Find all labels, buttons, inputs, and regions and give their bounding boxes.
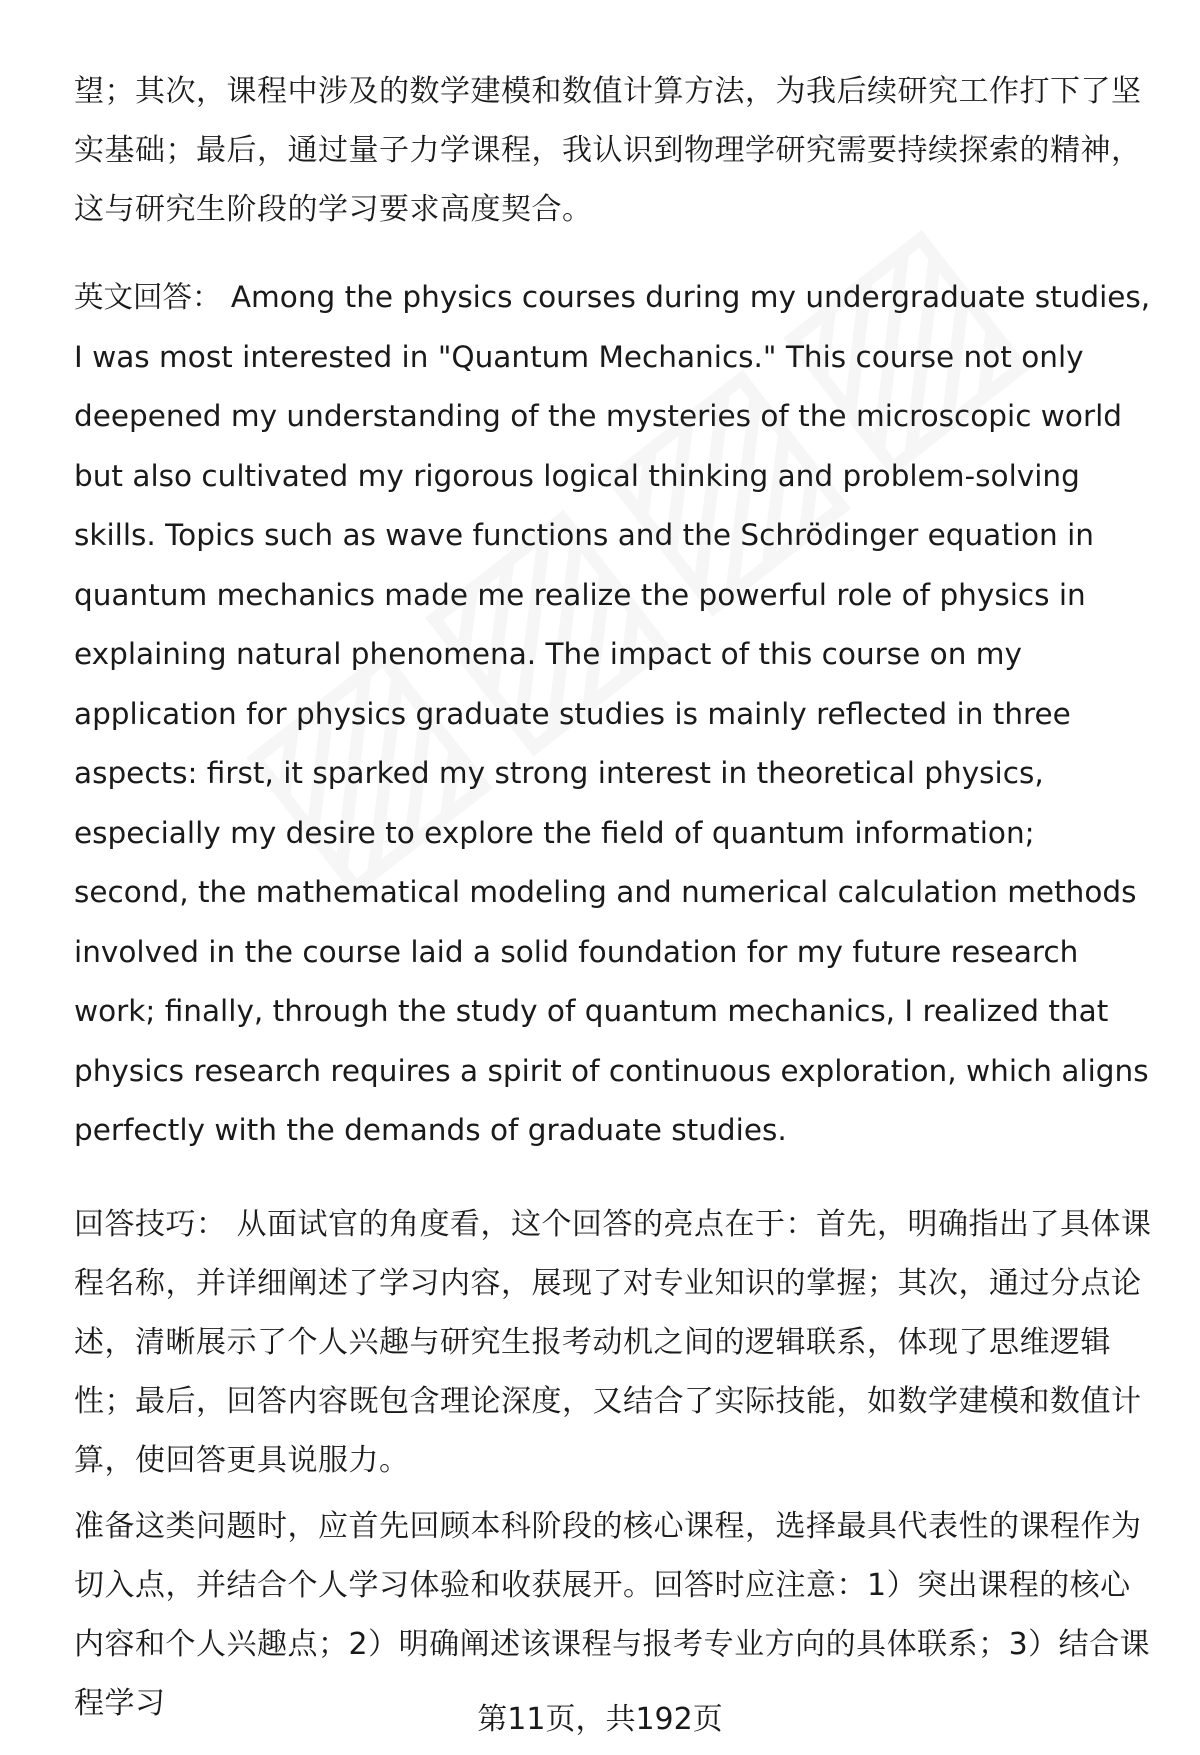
paragraph-answer-tips xyxy=(74,1195,1154,1490)
paragraph-preparation xyxy=(74,1497,1154,1733)
paragraph-text: 回答技巧： 从面试官的角度看，这个回答的亮点在于：首先，明确指出了具体课程名称，并详细阐述了学习内容，展现了对专业知识的掌握；其次，通过分点论述，清晰展示了个人兴趣与研究生报考动机之间的逻辑联系，体现了思维逻辑性；最后，回答内容既包含理论深度，又结合了实际技能，如数学建模和数值计算，使回答更具说服力。 xyxy=(74,1207,1152,1478)
paragraph-english-answer xyxy=(74,268,1154,1161)
page-number-footer: 第11页，共192页 xyxy=(477,1702,723,1737)
paragraph-text: 英文回答： Among the physics courses during my undergraduate studies, I was most interested in "Quantum Mechanics." This course not only deepened my understanding of the mysteries of the microscopic world but also cultivated my rigorous logical thinking and problem-solving skills. Topics such as wave functions and the Schrödinger equation in quantum mechanics made me realize the powerful role of physics in explaining natural phenomena. The impact of this course on my application for physics graduate studies is mainly reflected in three aspects: first, it sparked my strong interest in theoretical physics, especially my desire to explore the field of quantum information; second, the mathematical modeling and numerical calculation methods involved in the course laid a solid foundation for my future research work; finally, through the study of quantum mechanics, I realized that physics research requires a spirit of continuous exploration, which aligns perfectly with the demands of graduate studies. xyxy=(74,280,1151,1147)
paragraph-continuation xyxy=(74,62,1154,239)
paragraph-text: 准备这类问题时，应首先回顾本科阶段的核心课程，选择最具代表性的课程作为切入点，并结合个人学习体验和收获展开。回答时应注意：1）突出课程的核心内容和个人兴趣点；2）明确阐述该课程与报考专业方向的具体联系；3）结合课程学习 xyxy=(74,1509,1151,1721)
paragraph-text: 望；其次，课程中涉及的数学建模和数值计算方法，为我后续研究工作打下了坚实基础；最后，通过量子力学课程，我认识到物理学研究需要持续探索的精神，这与研究生阶段的学习要求高度契合。 xyxy=(74,74,1142,227)
